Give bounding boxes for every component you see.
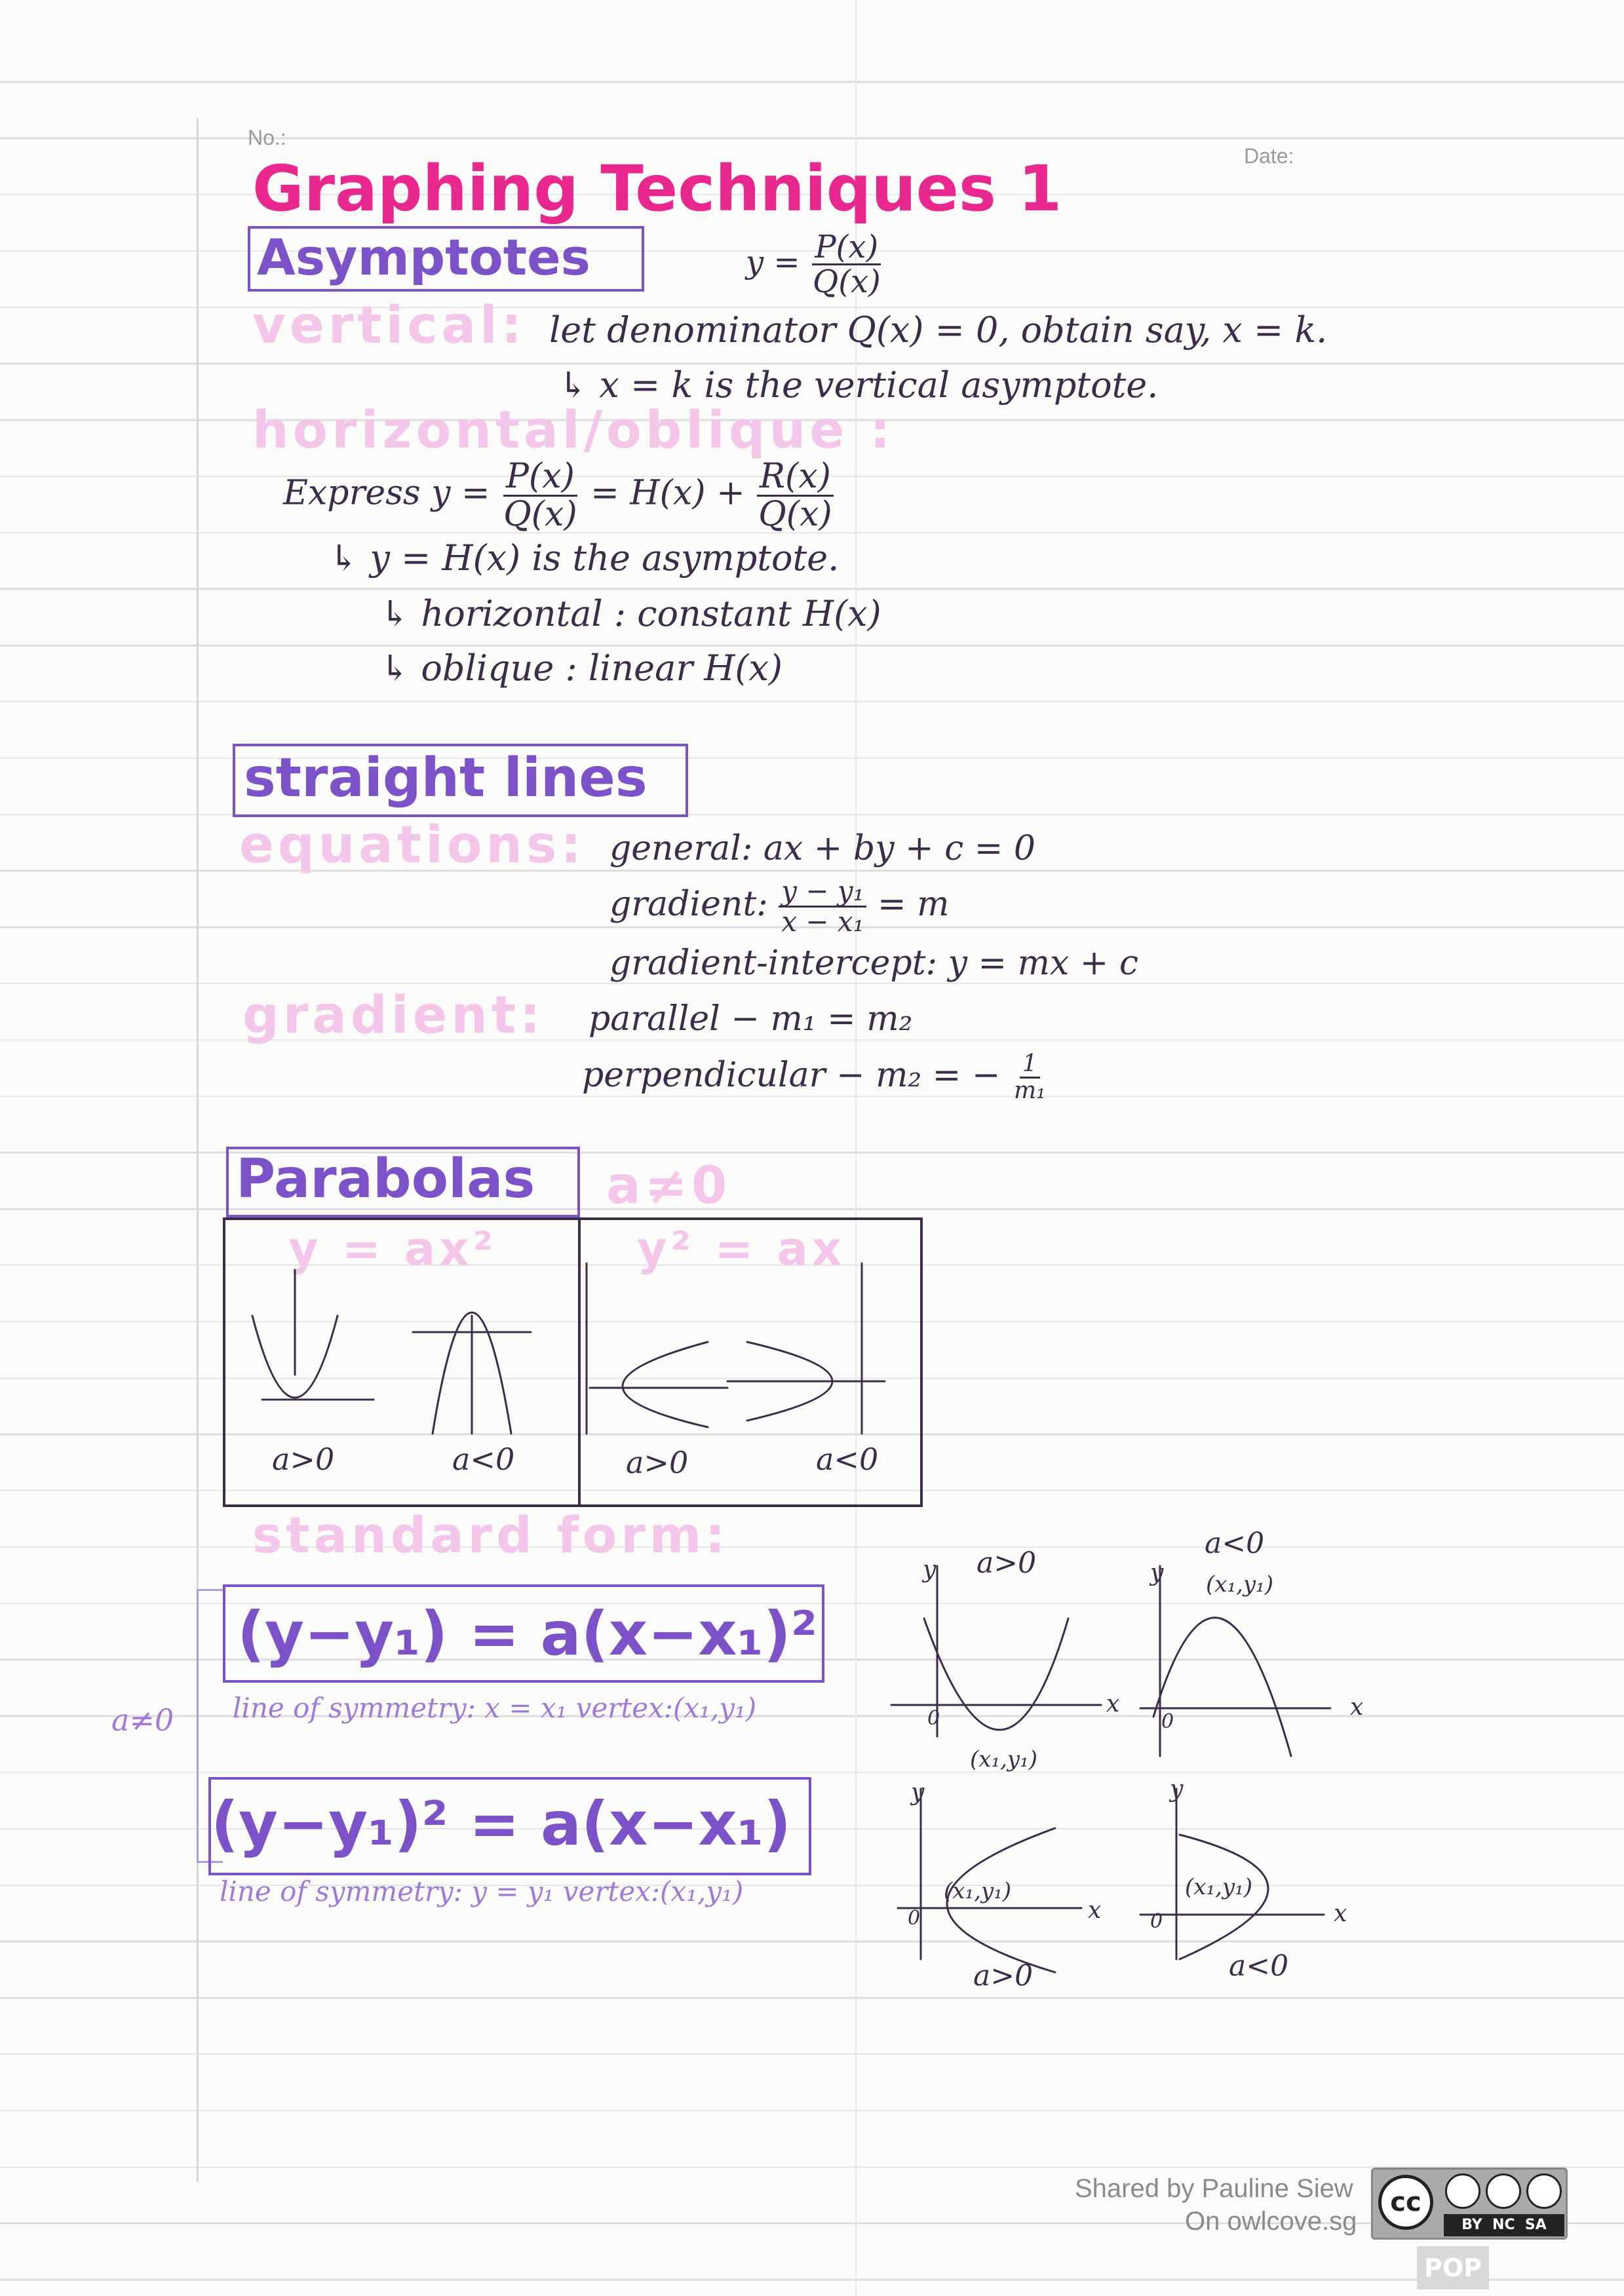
graph1-x-label: x [1106,1691,1120,1717]
sa-icon [1526,2173,1562,2209]
asymptotes-heading: Asymptotes [257,228,590,286]
general-equation: general: ax + by + c = 0 [609,829,1035,868]
graph1-origin: 0 [927,1707,940,1730]
express-fraction-1 [501,459,580,532]
margin-line [197,118,199,2182]
express-fraction-2 [756,459,835,532]
footer-shared-by: Shared by Pauline Siew [1075,2174,1353,2203]
gradient-num: y − y₁ [779,877,866,908]
equations-label: equations: [239,816,585,875]
graph2-x-label: x [1350,1694,1364,1721]
perpendicular-rule [582,1052,1049,1103]
graph2-label: a<0 [1205,1527,1265,1560]
graph4-vertex: (x₁,y₁) [1185,1874,1252,1900]
table-label-3: a>0 [626,1445,689,1480]
graph3-label: a>0 [973,1959,1034,1993]
col1-equation: y = ax² [288,1222,497,1276]
gradient-den: x − x₁ [781,906,864,938]
gradient-equation [609,877,949,936]
col2-equation: y² = ax [637,1222,846,1276]
parallel-rule: parallel − m₁ = m₂ [589,999,913,1039]
gradient-label: gradient: [242,986,545,1045]
straight-lines-heading: straight lines [244,747,648,809]
graph2-vertex: (x₁,y₁) [1206,1571,1273,1598]
eq-numerator: P(x) [812,231,881,265]
graph4-y-label: y [1170,1776,1184,1803]
express-line [283,459,835,532]
cc-icon: cc [1378,2175,1433,2230]
graph2-origin: 0 [1161,1710,1174,1733]
date-label: Date: [1244,144,1294,168]
graph2-y-label: y [1150,1559,1164,1586]
graph4-label: a<0 [1229,1949,1289,1983]
form1-note: line of symmetry: x = x₁ vertex:(x₁,y₁) [233,1692,757,1724]
form2-equation: (y−y₁)² = a(x−x₁) [211,1789,792,1859]
page-title: Graphing Techniques 1 [252,152,1062,225]
express-num-2: R(x) [757,459,834,497]
perp-den: m₁ [1014,1077,1046,1104]
gradient-intercept-equation: gradient-intercept: y = mx + c [609,944,1138,983]
perp-num: 1 [1020,1052,1040,1079]
express-den: Q(x) [503,494,577,534]
graph1-label: a>0 [976,1546,1037,1580]
standard-form-label: standard form: [252,1506,729,1564]
horizontal-line: ↳ horizontal : constant H(x) [380,593,881,634]
parabola-right [623,1342,708,1427]
no-label: No.: [248,126,286,149]
parabolas-heading: Parabolas [236,1148,535,1210]
graph3-x-label: x [1088,1897,1102,1924]
by-icon [1445,2173,1480,2209]
standard-form-graphs [885,1527,1409,1985]
nc-icon [1486,2173,1521,2209]
license-text: BY NC SA [1444,2214,1564,2236]
table-label-4: a<0 [816,1442,879,1477]
oblique-line: ↳ oblique : linear H(x) [380,647,783,689]
gradient-suffix: = m [878,885,950,925]
graph3-vertex: (x₁,y₁) [944,1878,1011,1904]
express-mid: = H(x) + [590,473,745,513]
publisher-logo: POP [1417,2246,1489,2289]
footer-site: On owlcove.sg [1185,2207,1357,2236]
graph2-curve [1153,1618,1291,1756]
eq-fraction [810,231,883,299]
form1-equation: (y−y₁) = a(x−x₁)² [237,1599,818,1669]
parabolas-condition: a≠0 [606,1157,731,1215]
eq-lhs: y = [746,244,800,281]
graph1-vertex: (x₁,y₁) [970,1746,1037,1772]
asymptote-line: ↳ y = H(x) is the asymptote. [329,537,840,579]
table-label-1: a>0 [272,1442,335,1477]
express-prefix: Express y = [283,473,490,513]
vertical-line-1: let denominator Q(x) = 0, obtain say, x = k. [549,309,1328,351]
horizontal-oblique-label: horizontal/oblique : [252,401,895,460]
graph4-x-label: x [1334,1900,1347,1927]
express-den-2: Q(x) [758,494,832,534]
table-label-2: a<0 [452,1442,515,1477]
express-num: P(x) [503,459,577,497]
perp-fraction [1011,1052,1049,1103]
graph1-y-label: y [923,1556,937,1583]
cc-license-badge [1371,2168,1568,2240]
asymptote-equation [746,231,883,299]
gradient-prefix: gradient: [609,885,768,925]
graph1-curve [924,1618,1068,1730]
vertical-label: vertical: [252,296,526,355]
form2-note: line of symmetry: y = y₁ vertex:(x₁,y₁) [220,1875,744,1907]
graph3-y-label: y [911,1779,925,1806]
vertical-line-2: ↳ x = k is the vertical asymptote. [558,364,1159,406]
side-condition: a≠0 [111,1702,174,1738]
gradient-fraction [779,877,866,936]
graph3-origin: 0 [908,1907,921,1930]
eq-denominator: Q(x) [812,263,881,301]
graph4-origin: 0 [1150,1910,1163,1933]
perp-prefix: perpendicular − m₂ = − [582,1055,1001,1095]
